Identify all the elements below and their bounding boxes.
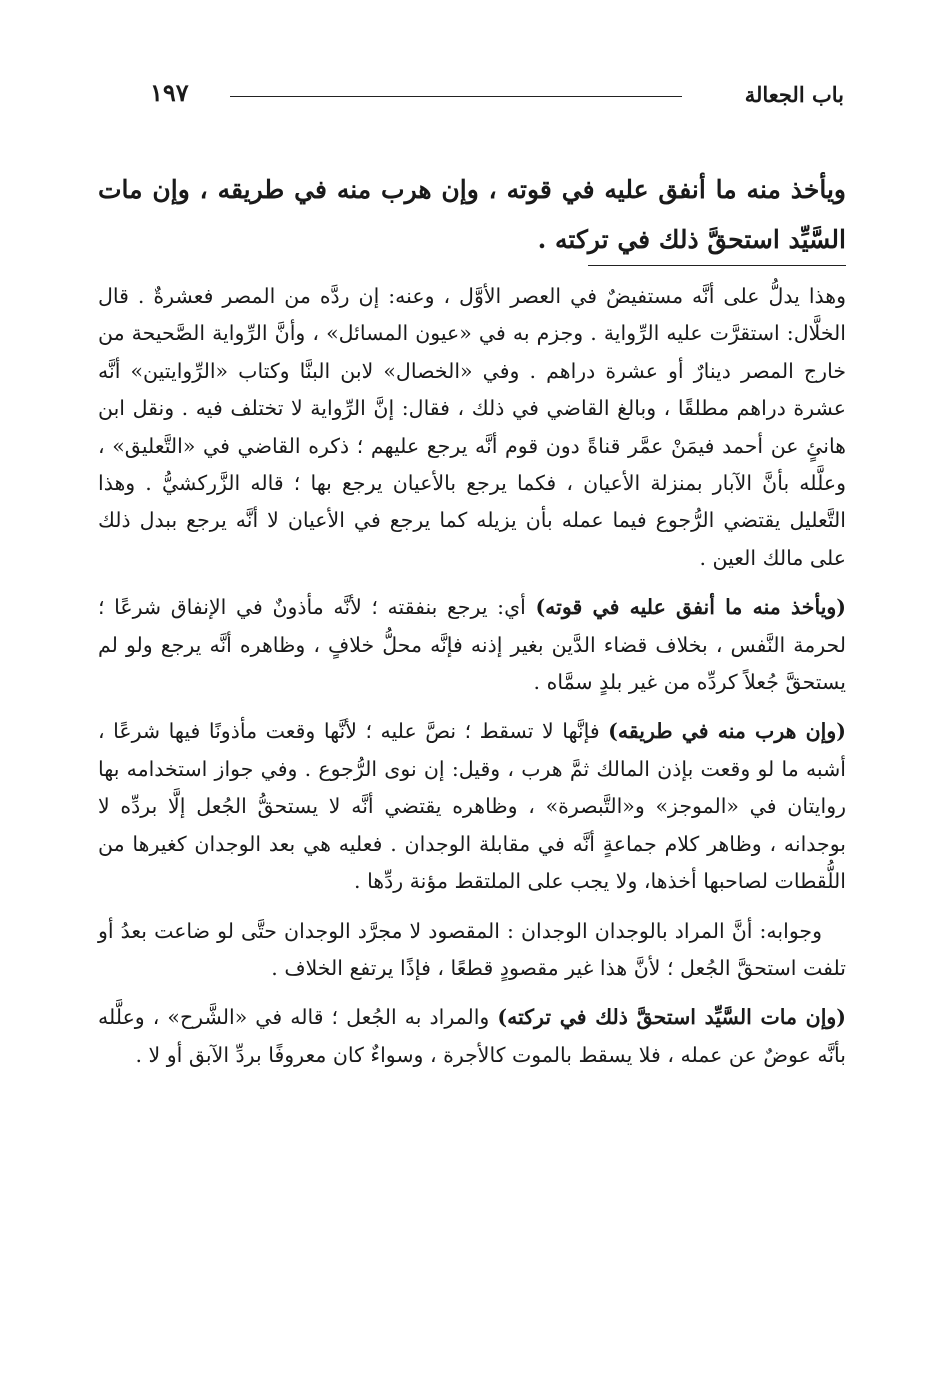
paragraph-text: وهذا يدلُّ على أنَّه مستفيضٌ في العصر الأوَّل ، وعنه: إن ردَّه من المصر فعشرةٌ . قال الخلَّال: استقرَّت عليه الرِّواية . وجزم به في «عيون المسائل» ، وأنَّ الرِّواية الصَّحيحة من خارج المصر دينارٌ أو عشرة دراهم . وفي «الخصال» لابن البنَّا وكتاب «الرِّوايتين» أنَّه عشرة دراهم مطلقًا ، وبالغ القاضي في ذلك ، فقال: إنَّ الرِّواية لا تختلف فيه . ونقل ابن هانئٍ عن أحمد فيمَنْ عمَّر قناةً دون قوم أنَّه يرجع عليهم ؛ ذكره القاضي في «التَّعليق» ، وعلَّله بأنَّ الآبار بمنزلة الأعيان ، فكما يرجع بالأعيان يرجع بها ؛ قاله الزَّركشيُّ . وهذا التَّعليل يقتضي الرُّجوع فيما عمله بأن يزيله كما يرجع في الأعيان لا أنَّه يرجع ببدل ذلك على مالك العين . [98, 284, 846, 570]
page-number: ١٩٧ [150, 78, 189, 107]
commentary-paragraph-5 [98, 999, 846, 1074]
running-header [150, 78, 844, 118]
commentary-paragraph-3 [98, 713, 846, 900]
commentary [98, 278, 846, 1086]
commentary-paragraph-1 [98, 278, 846, 577]
quoted-matn: (ويأخذ منه ما أنفق عليه في قوته) [535, 595, 846, 620]
commentary-paragraph-4 [98, 913, 846, 988]
paragraph-text: أي: يرجع بنفقته ؛ لأنَّه مأذونٌ في الإنفاق شرعًا ؛ لحرمة النَّفس ، بخلاف قضاء الدَّين بغير إذنه فإنَّه محلُّ خلافٍ ، وظاهره أنَّه يرجع ولو لم يستحقَّ جُعلاً كردِّه من غير بلدٍ سمَّاه . [98, 595, 846, 695]
chapter-title: باب الجعالة [744, 82, 844, 107]
header-rule [230, 96, 682, 97]
paragraph-text: والمراد به الجُعل ؛ قاله في «الشَّرح» ، وعلَّله بأنَّه عوضٌ عن عمله ، فلا يسقط بالموت كالأجرة ، وسواءٌ كان معروفًا بردِّ الآبق أو لا . [98, 1005, 846, 1067]
quoted-matn: (وإن مات السَّيِّد استحقَّ ذلك في تركته) [497, 1005, 846, 1030]
paragraph-text: وجوابه: أنَّ المراد بالوجدان الوجدان : المقصود لا مجرَّد الوجدان حتَّى لو ضاعت بعدُ أو تلفت استحقَّ الجُعل ؛ لأنَّ هذا غير مقصودٍ قطعًا ، فإذًا يرتفع الخلاف . [98, 918, 846, 980]
commentary-paragraph-2 [98, 589, 846, 701]
paragraph-text: فإنَّها لا تسقط ؛ نصَّ عليه ؛ لأنَّها وقعت مأذونًا فيها شرعًا ، أشبه ما لو وقعت بإذن المالك ثمَّ هرب ، وقيل: إن نوى الرُّجوع . وفي جواز استخدامه بها روايتان في «الموجز» و«التَّبصرة» ، وظاهره يقتضي أنَّه لا يستحقُّ الجُعل إلَّا بردِّه لا بوجدانه ، وظاهر كلام جماعةٍ أنَّه في مقابلة الوجدان . فعليه هي بعد الوجدان كغيرها من اللُّقطات لصاحبها أخذها، ولا يجب على الملتقط مؤنة ردِّها . [98, 719, 846, 894]
matn-text: ويأخذ منه ما أنفق عليه في قوته ، وإن هرب منه في طريقه ، وإن مات السَّيِّد استحقَّ ذلك في تركته . [98, 175, 846, 254]
quoted-matn: (وإن هرب منه في طريقه) [608, 719, 846, 744]
footnote-divider [588, 265, 846, 266]
